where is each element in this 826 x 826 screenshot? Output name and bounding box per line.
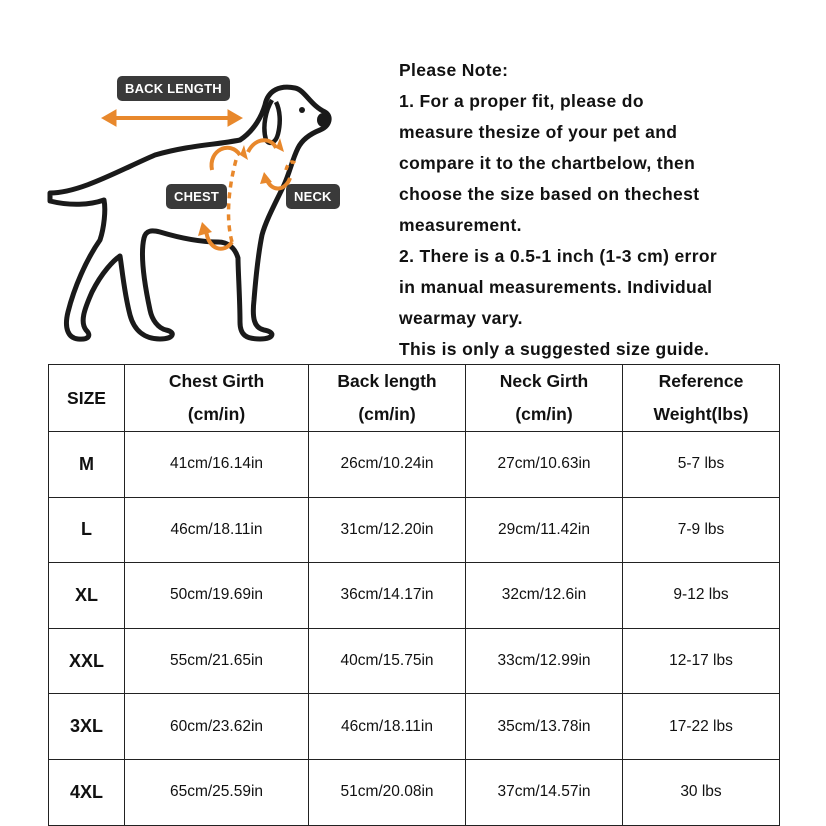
back-length-cell: 51cm/20.08in [309,759,466,825]
size-cell: XXL [49,628,125,694]
chest-girth-cell: 65cm/25.59in [125,759,309,825]
back-length-cell: 46cm/18.11in [309,694,466,760]
table-row [49,432,780,498]
size-chart-table [48,364,780,826]
header-text: Reference [658,371,744,391]
header-text: (cm/in) [187,404,246,424]
neck-girth-cell: 37cm/14.57in [466,759,623,825]
size-cell: 3XL [49,694,125,760]
neck-girth-cell: 29cm/11.42in [466,497,623,563]
weight-cell: 30 lbs [623,759,780,825]
size-header [49,365,125,432]
chest-girth-cell: 41cm/16.14in [125,432,309,498]
sizing-note [399,55,809,365]
neck-girth-cell: 35cm/13.78in [466,694,623,760]
dog-measurement-illustration [40,60,360,360]
size-cell: XL [49,563,125,629]
table-row [49,497,780,563]
note-line: 2. There is a 0.5-1 inch (1-3 cm) error [399,246,718,266]
note-line: measurement. [399,215,522,235]
neck-girth-header [466,365,623,432]
chest-girth-cell: 55cm/21.65in [125,628,309,694]
back-length-label: BACK LENGTH [117,76,230,101]
note-line: in manual measurements. Individual [399,277,713,297]
header-text: Chest Girth [168,371,265,391]
note-line: 1. For a proper fit, please do [399,91,644,111]
weight-cell: 12-17 lbs [623,628,780,694]
neck-label: NECK [286,184,340,209]
size-cell: L [49,497,125,563]
note-line: compare it to the chartbelow, then [399,153,696,173]
note-line: This is only a suggested size guide. [399,339,710,359]
dog-outline-icon [40,60,360,360]
note-line: measure thesize of your pet and [399,122,678,142]
header-text: Back length [337,371,437,391]
back-length-cell: 40cm/15.75in [309,628,466,694]
header-text: (cm/in) [358,404,416,424]
header-text: (cm/in) [515,404,573,424]
back-length-cell: 36cm/14.17in [309,563,466,629]
back-length-cell: 31cm/12.20in [309,497,466,563]
table-header-row [49,365,780,432]
chest-girth-cell: 46cm/18.11in [125,497,309,563]
note-line: wearmay vary. [399,308,523,328]
note-line: choose the size based on thechest [399,184,700,204]
header-text: Neck Girth [499,371,589,391]
size-cell: M [49,432,125,498]
chest-girth-cell: 60cm/23.62in [125,694,309,760]
weight-header [623,365,780,432]
table-row [49,628,780,694]
neck-girth-cell: 32cm/12.6in [466,563,623,629]
size-cell: 4XL [49,759,125,825]
weight-cell: 7-9 lbs [623,497,780,563]
header-text: Weight(lbs) [653,404,749,424]
back-length-header [309,365,466,432]
weight-cell: 5-7 lbs [623,432,780,498]
neck-girth-cell: 33cm/12.99in [466,628,623,694]
table-row [49,759,780,825]
chest-girth-cell: 50cm/19.69in [125,563,309,629]
weight-cell: 9-12 lbs [623,563,780,629]
weight-cell: 17-22 lbs [623,694,780,760]
chest-girth-header [125,365,309,432]
table-row [49,563,780,629]
back-length-cell: 26cm/10.24in [309,432,466,498]
chest-label: CHEST [166,184,227,209]
header-text: SIZE [67,387,106,408]
neck-girth-cell: 27cm/10.63in [466,432,623,498]
note-title: Please Note: [399,60,509,80]
table-row [49,694,780,760]
